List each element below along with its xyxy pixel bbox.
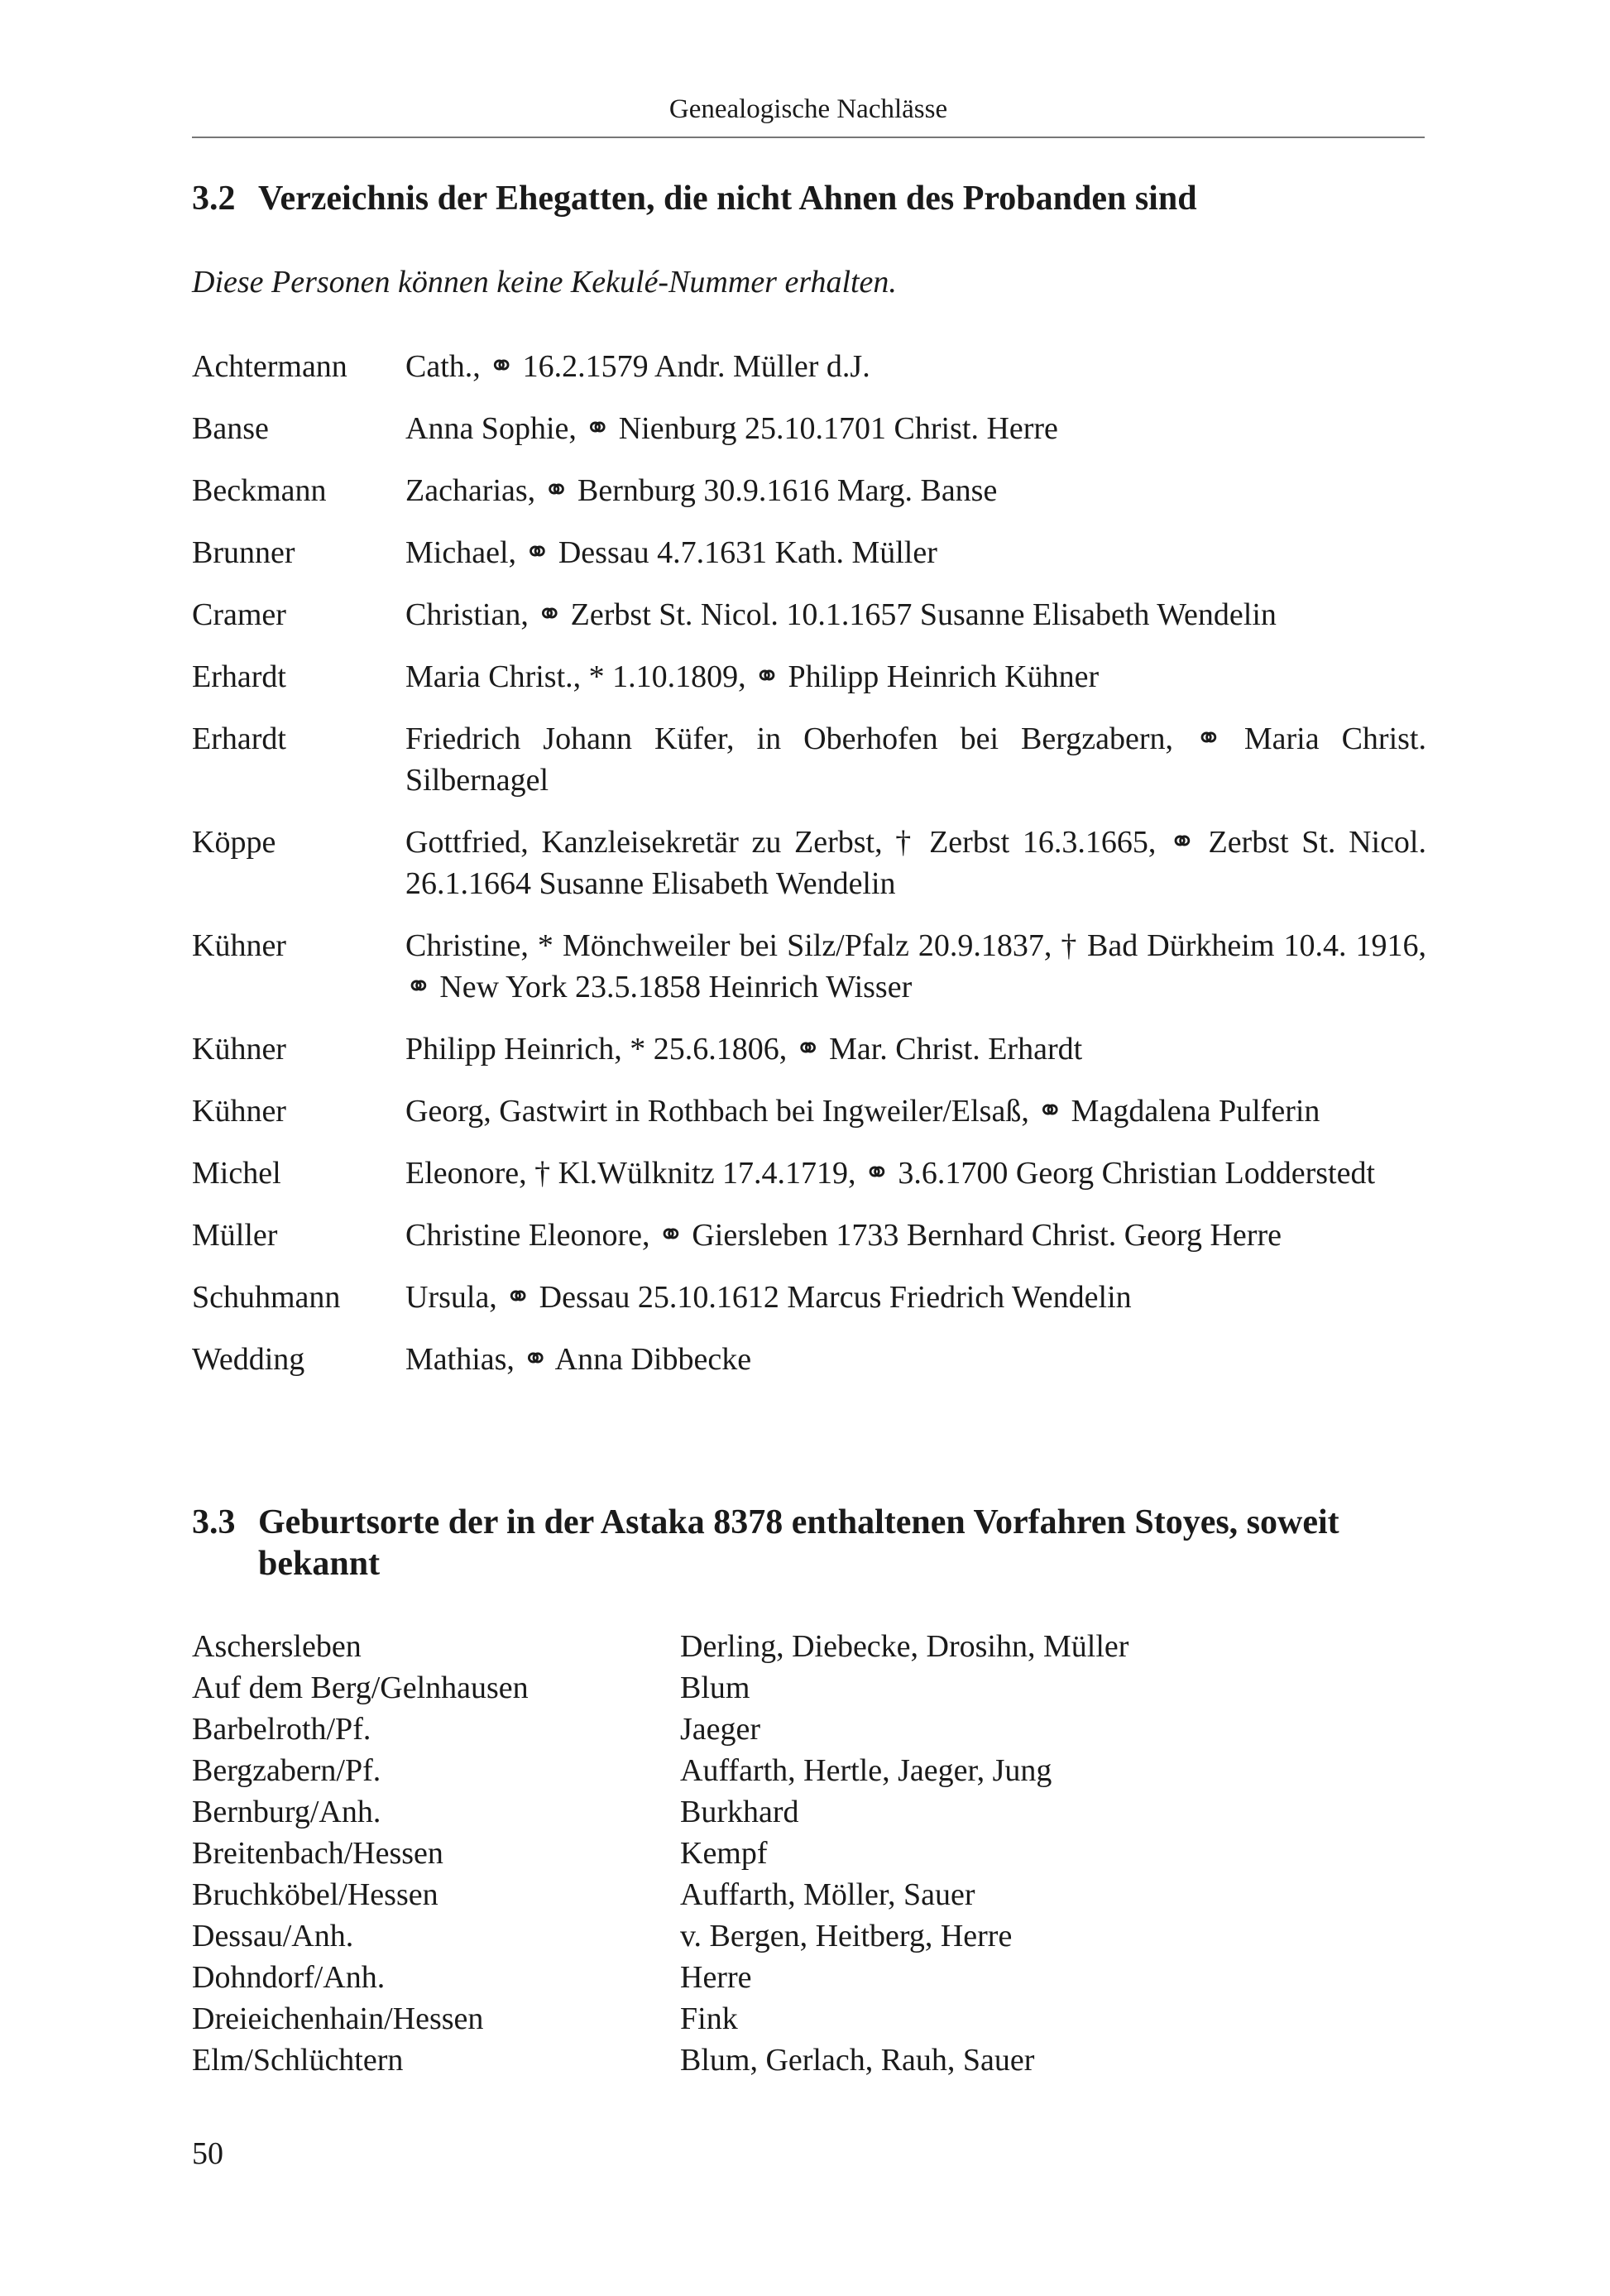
ancestor-surnames: Blum [680, 1670, 750, 1705]
ancestor-surnames: Auffarth, Hertle, Jaeger, Jung [680, 1753, 1052, 1788]
ancestor-surnames: Blum, Gerlach, Rauh, Sauer [680, 2043, 1035, 2078]
spouse-row [192, 470, 1426, 511]
ancestor-surnames: Jaeger [680, 1712, 761, 1747]
spouse-surname: Schuhmann [192, 1280, 341, 1315]
spouse-details: Eleonore, † Kl.Wülknitz 17.4.1719, ⚭ 3.6.1700 Georg Christian Lodderstedt [405, 1156, 1376, 1191]
spouse-details: Philipp Heinrich, * 25.6.1806, ⚭ Mar. Christ. Erhardt [405, 1032, 1083, 1067]
birthplace-row [192, 1791, 1426, 1833]
birthplace-row [192, 1874, 1426, 1915]
birthplace-list [192, 1626, 1426, 2081]
spouse-row [192, 718, 1426, 801]
birthplace-name: Dessau/Anh. [192, 1919, 354, 1953]
section-title: Geburtsorte der in der Astaka 8378 enthaltenen Vorfahren Stoyes, soweit bekannt [258, 1503, 1339, 1583]
spouse-surname: Beckmann [192, 473, 327, 508]
spouse-surname: Michel [192, 1156, 281, 1191]
section-title: Verzeichnis der Ehegatten, die nicht Ahnen des Probanden sind [258, 180, 1197, 218]
spouse-details: Maria Christ., * 1.10.1809, ⚭ Philipp Heinrich Kühner [405, 659, 1100, 694]
spouse-surname: Müller [192, 1218, 278, 1253]
spouse-details: Michael, ⚭ Dessau 4.7.1631 Kath. Müller [405, 535, 937, 570]
birthplace-row [192, 1626, 1426, 1667]
spouse-row [192, 408, 1426, 449]
birthplace-name: Bernburg/Anh. [192, 1795, 381, 1829]
birthplace-row [192, 1667, 1426, 1709]
section-number: 3.3 [192, 1503, 236, 1541]
spouse-details: Anna Sophie, ⚭ Nienburg 25.10.1701 Christ. Herre [405, 411, 1058, 446]
spouse-surname: Kühner [192, 1032, 286, 1067]
spouse-details: Friedrich Johann Küfer, in Oberhofen bei Bergzabern, ⚭ Maria Christ. Silbernagel [405, 721, 1426, 798]
spouse-details: Gottfried, Kanzleisekretär zu Zerbst, † Zerbst 16.3.1665, ⚭ Zerbst St. Nicol. 26.1.1664 Susanne Elisabeth Wendelin [405, 825, 1426, 901]
spouse-surname: Kühner [192, 928, 286, 963]
birthplace-name: Bruchköbel/Hessen [192, 1877, 438, 1912]
spouse-details: Christian, ⚭ Zerbst St. Nicol. 10.1.1657 Susanne Elisabeth Wendelin [405, 597, 1277, 632]
ancestor-surnames: Herre [680, 1960, 752, 1995]
spouse-details: Georg, Gastwirt in Rothbach bei Ingweiler/Elsaß, ⚭ Magdalena Pulferin [405, 1094, 1320, 1129]
ancestor-surnames: v. Bergen, Heitberg, Herre [680, 1919, 1013, 1953]
spouse-details: Christine, * Mönchweiler bei Silz/Pfalz 20.9.1837, † Bad Dürkheim 10.4. 1916, ⚭ New York 23.5.1858 Heinrich Wisser [405, 928, 1426, 1004]
ancestor-surnames: Burkhard [680, 1795, 799, 1829]
spouse-surname: Wedding [192, 1342, 305, 1377]
birthplace-row [192, 1998, 1426, 2040]
birthplace-row [192, 1750, 1426, 1791]
birthplace-row [192, 2040, 1426, 2081]
ancestor-surnames: Kempf [680, 1836, 768, 1871]
birthplace-name: Dohndorf/Anh. [192, 1960, 386, 1995]
spouse-surname: Brunner [192, 535, 295, 570]
spouse-row [192, 1215, 1426, 1256]
spouse-details: Cath., ⚭ 16.2.1579 Andr. Müller d.J. [405, 349, 870, 384]
spouse-details: Zacharias, ⚭ Bernburg 30.9.1616 Marg. Banse [405, 473, 998, 508]
birthplace-row [192, 1957, 1426, 1998]
spouse-surname: Erhardt [192, 659, 286, 694]
spouse-surname: Erhardt [192, 721, 286, 756]
spouse-row [192, 1339, 1426, 1380]
ancestor-surnames: Auffarth, Möller, Sauer [680, 1877, 975, 1912]
spouse-surname: Köppe [192, 825, 276, 860]
spouse-row [192, 594, 1426, 635]
spouse-row [192, 822, 1426, 904]
header-rule [192, 137, 1425, 138]
spouse-details: Christine Eleonore, ⚭ Giersleben 1733 Bernhard Christ. Georg Herre [405, 1218, 1282, 1253]
spouse-surname: Banse [192, 411, 269, 446]
spouse-row [192, 532, 1426, 573]
birthplace-name: Barbelroth/Pf. [192, 1712, 371, 1747]
spouse-row [192, 1277, 1426, 1318]
ancestor-surnames: Fink [680, 2001, 738, 2036]
spouse-row [192, 925, 1426, 1008]
spouse-details: Ursula, ⚭ Dessau 25.10.1612 Marcus Friedrich Wendelin [405, 1280, 1132, 1315]
spouse-row [192, 656, 1426, 697]
spouse-row [192, 1028, 1426, 1070]
section-intro: Diese Personen können keine Kekulé-Nummer erhalten. [192, 265, 897, 300]
spouse-row [192, 346, 1426, 387]
spouse-surname: Achtermann [192, 349, 347, 384]
birthplace-row [192, 1915, 1426, 1957]
page-number: 50 [192, 2136, 223, 2171]
birthplace-name: Aschersleben [192, 1629, 362, 1664]
spouse-details: Mathias, ⚭ Anna Dibbecke [405, 1342, 752, 1377]
spouse-surname: Cramer [192, 597, 286, 632]
section-number: 3.2 [192, 180, 236, 218]
birthplace-row [192, 1709, 1426, 1750]
spouse-surname: Kühner [192, 1094, 286, 1129]
birthplace-name: Bergzabern/Pf. [192, 1753, 381, 1788]
birthplace-row [192, 1833, 1426, 1874]
birthplace-name: Auf dem Berg/Gelnhausen [192, 1670, 529, 1705]
spouse-row [192, 1090, 1426, 1132]
spouse-list [192, 346, 1426, 1401]
running-head: Genealogische Nachlässe [668, 94, 948, 124]
birthplace-name: Elm/Schlüchtern [192, 2043, 404, 2078]
ancestor-surnames: Derling, Diebecke, Drosihn, Müller [680, 1629, 1129, 1664]
birthplace-name: Dreieichenhain/Hessen [192, 2001, 484, 2036]
birthplace-name: Breitenbach/Hessen [192, 1836, 443, 1871]
spouse-row [192, 1153, 1426, 1194]
